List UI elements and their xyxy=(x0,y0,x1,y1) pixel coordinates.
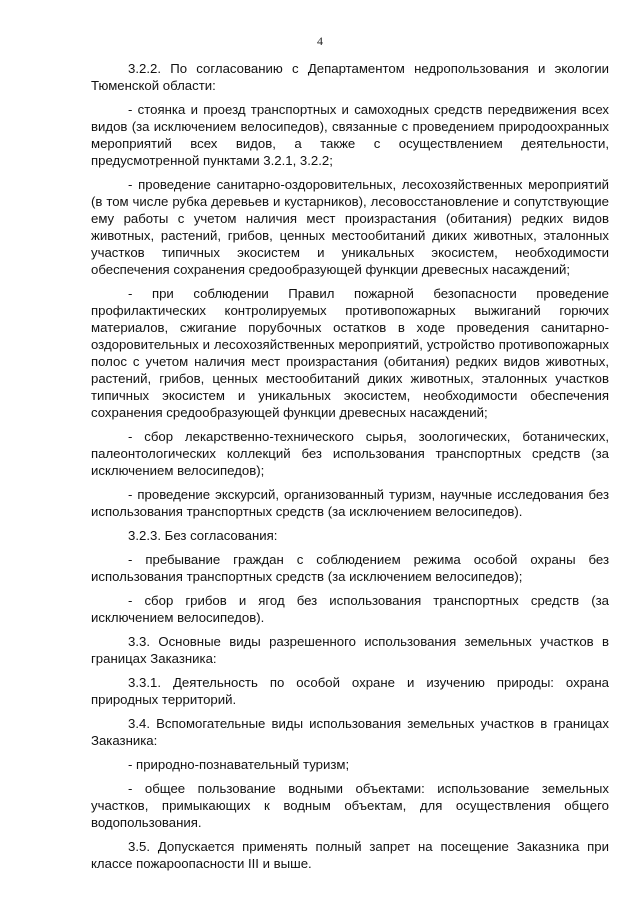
document-body xyxy=(91,60,609,879)
paragraph-3-5: 3.5. Допускается применять полный запрет на посещение Заказника при классе пожароопасности III и выше. xyxy=(91,839,609,871)
page-number: 4 xyxy=(317,34,323,48)
list-item-mushrooms-berries: - сбор грибов и ягод без использования транспортных средств (за исключением велосипедов). xyxy=(91,593,609,625)
list-item-parking-travel: - стоянка и проезд транспортных и самоходных средств передвижения всех видов (за исключением велосипедов), связанные с проведением природоохранных мероприятий всех видов, а также с осуществлением деятельности, предусмотренной пунктами 3.2.1, 3.2.2; xyxy=(91,102,609,168)
paragraph-3-2-3: 3.2.3. Без согласования: xyxy=(128,528,278,543)
list-item-nature-tourism: - природно-познавательный туризм; xyxy=(128,757,350,772)
list-item-fire-safety: - при соблюдении Правил пожарной безопасности проведение профилактических контролируемых противопожарных выжиганий горючих материалов, сжигание порубочных остатков в ходе проведения санитарно-оздоровительных и лесохозяйственных мероприятий, устройство противопожарных полос с учетом наличия мест произрастания (обитания) редких видов животных, растений, грибов, ценных местообитаний диких животных, эталонных участков типичных экосистем и уникальных экосистем, необходимости обеспечения сохранения средообразующей функции древесных насаждений; xyxy=(91,286,609,420)
list-item-excursions: - проведение экскурсий, организованный туризм, научные исследования без использования транспортных средств (за исключением велосипедов). xyxy=(91,487,609,519)
list-item-collection: - сбор лекарственно-технического сырья, зоологических, ботанических, палеонтологических коллекций без использования транспортных средств (за исключением велосипедов); xyxy=(91,429,609,478)
list-item-water-use: - общее пользование водными объектами: использование земельных участков, примыкающих к водным объектам, для осуществления общего водопользования. xyxy=(91,781,609,830)
paragraph-3-4: 3.4. Вспомогательные виды использования земельных участков в границах Заказника: xyxy=(91,716,609,748)
paragraph-3-3: 3.3. Основные виды разрешенного использования земельных участков в границах Заказника: xyxy=(91,634,609,666)
list-item-sanitary-measures: - проведение санитарно-оздоровительных, лесохозяйственных мероприятий (в том числе рубка деревьев и кустарников), лесовосстановление и сопутствующие ему работы с учетом наличия мест произрастания (обитания) редких видов животных, растений, грибов, ценных местообитаний диких животных, эталонных участков типичных экосистем и уникальных экосистем, необходимости обеспечения сохранения средообразующей функции древесных насаждений; xyxy=(91,177,609,277)
paragraph-3-2-2: 3.2.2. По согласованию с Департаментом недропользования и экологии Тюменской области: xyxy=(91,61,609,93)
paragraph-3-3-1: 3.3.1. Деятельность по особой охране и изучению природы: охрана природных территорий. xyxy=(91,675,609,707)
list-item-citizens-stay: - пребывание граждан с соблюдением режима особой охраны без использования транспортных средств (за исключением велосипедов); xyxy=(91,552,609,584)
